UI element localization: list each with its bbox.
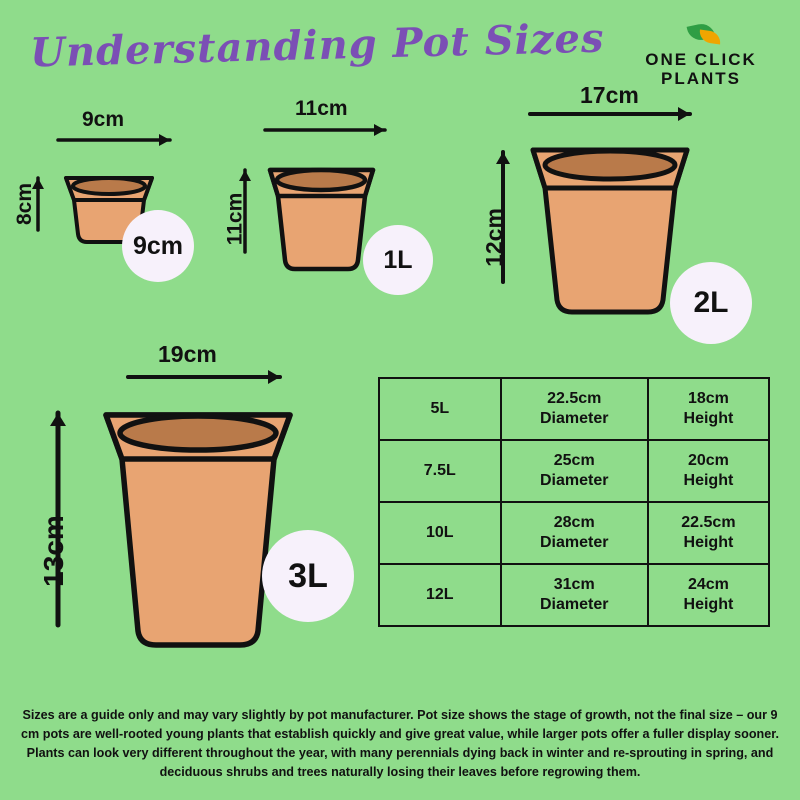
height-unit: Height	[683, 596, 734, 613]
pot-2l-width-label: 17cm	[580, 82, 639, 108]
table-row	[379, 564, 769, 626]
diameter-value: 25cm	[553, 452, 595, 469]
logo-line-1: ONE CLICK	[645, 50, 757, 69]
table-cell-height	[648, 440, 769, 502]
table-cell-diameter	[501, 502, 648, 564]
pot-size-table	[378, 377, 770, 627]
diameter-unit: Diameter	[539, 410, 609, 427]
table-cell-height	[648, 502, 769, 564]
pot-9cm-height-label: 8cm	[13, 182, 37, 226]
height-value: 20cm	[687, 452, 729, 469]
diameter-value: 28cm	[553, 514, 595, 531]
pot-1l-width-label: 11cm	[295, 97, 348, 120]
footer-disclaimer: Sizes are a guide only and may vary slightly by pot manufacturer. Pot size shows the stage of growth, not the final size – our 9 cm pots are well-rooted young plants that establish quickly and give great value, while larger pots offer a fuller display sooner. Plants can look very different throughout the year, with many perennials dying back in winter and re-sprouting in spring, and deciduous shrubs and trees naturally losing their leaves before regrowing them.	[21, 708, 779, 779]
table-row	[379, 378, 769, 440]
diameter-unit: Diameter	[539, 472, 609, 489]
table-cell-diameter	[501, 564, 648, 626]
table-cell-height	[648, 564, 769, 626]
table-row	[379, 502, 769, 564]
pot-3l-height-label: 13cm	[37, 515, 69, 587]
pot-1l-height-label: 11cm	[223, 192, 247, 246]
pot-9cm-badge: 9cm	[122, 210, 194, 282]
diameter-value: 22.5cm	[547, 390, 602, 407]
table-row	[379, 440, 769, 502]
height-value: 22.5cm	[681, 514, 736, 531]
pot-3l-width-label: 19cm	[158, 341, 217, 367]
table-cell-size: 12L	[379, 564, 501, 626]
table-cell-size: 5L	[379, 378, 501, 440]
diameter-unit: Diameter	[539, 534, 609, 551]
page-title: Understanding Pot Sizes	[29, 14, 605, 77]
height-unit: Height	[683, 472, 734, 489]
table-cell-diameter	[501, 378, 648, 440]
table-cell-size: 10L	[379, 502, 501, 564]
pot-1l-badge: 1L	[363, 225, 433, 295]
pot-2l-group	[455, 82, 775, 342]
diameter-unit: Diameter	[539, 596, 609, 613]
pot-3l-badge: 3L	[262, 530, 354, 622]
pot-1l-group	[215, 92, 445, 312]
height-unit: Height	[683, 534, 734, 551]
table-cell-diameter	[501, 440, 648, 502]
table-cell-height	[648, 378, 769, 440]
height-unit: Height	[683, 410, 734, 427]
diameter-value: 31cm	[553, 576, 595, 593]
brand-logo	[626, 22, 776, 88]
pot-2l-height-label: 12cm	[480, 208, 507, 267]
height-value: 18cm	[687, 390, 729, 407]
pot-9cm-group	[13, 100, 220, 300]
pot-9cm-width-label: 9cm	[82, 108, 125, 131]
pot-2l-badge: 2L	[670, 262, 752, 344]
pot-3l-group	[18, 335, 368, 665]
leaf-icon	[626, 22, 776, 48]
table-cell-size: 7.5L	[379, 440, 501, 502]
logo-line-2: PLANTS	[661, 69, 741, 88]
height-value: 24cm	[687, 576, 729, 593]
